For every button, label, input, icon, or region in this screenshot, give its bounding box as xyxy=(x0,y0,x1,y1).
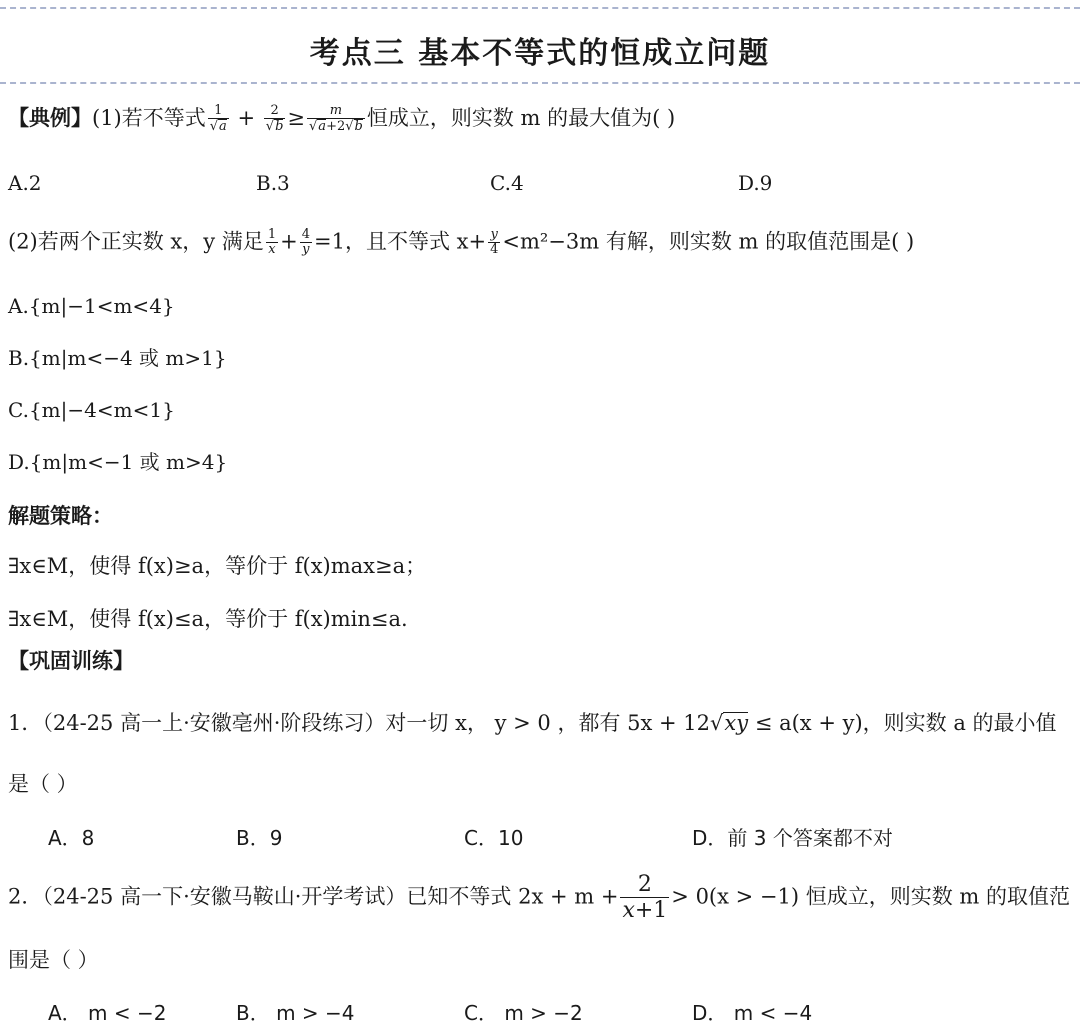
example-q2-mid: =1，且不等式 x+ xyxy=(313,229,487,254)
example-label: 【典例】 xyxy=(8,104,92,130)
example-q2-tail: <m²−3m 有解，则实数 m 的取值范围是( ) xyxy=(502,229,915,254)
p1-option-c: C．10 xyxy=(464,826,524,850)
p2-option-a: A． m < −2 xyxy=(48,1001,167,1025)
p2-option-d: D． m < −4 xyxy=(692,1001,813,1025)
fraction-1-over-x: $\frac{1}{x}$ xyxy=(267,227,277,258)
q1-option-d: D.9 xyxy=(738,171,773,195)
strategy-heading: 解题策略： xyxy=(8,503,113,528)
fraction-1-over-sqrt-a: $\frac{1}{√a}$ xyxy=(209,103,227,135)
practice-q2-tail: > 0(x > −1) 恒成立，则实数 m 的取值范 xyxy=(671,884,1070,909)
q1-option-a: A.2 xyxy=(8,171,42,195)
example-q2: (2)若两个正实数 x，y 满足 $\frac{1}{x}$ + $\frac{4}{y}$ =1，且不等式 x+ $\frac{y}{4}$ <m²−3m 有解，则实数 m 的取值范围是( ) xyxy=(8,227,915,258)
practice-q2 xyxy=(8,872,1070,924)
page-title: 考点三 基本不等式的恒成立问题 xyxy=(309,36,771,71)
practice-q2-lead: 2．（24-25 高一下·安徽马鞍山·开学考试）已知不等式 2x + m + xyxy=(8,884,619,909)
fraction-2-over-x-plus-1: $\frac{2}{x+1}$ xyxy=(622,872,668,924)
practice-q2-continued: 围是（ ） xyxy=(8,948,99,972)
q2-option-c: C.{m|−4<m<1} xyxy=(8,398,175,422)
strategy-line-1: ∃x∈M，使得 f(x)≥a，等价于 f(x)max≥a； xyxy=(8,554,427,578)
p1-option-a: A．8 xyxy=(48,826,95,850)
practice-q1: 1．（24-25 高一上·安徽亳州·阶段练习）对一切 x， y > 0 ，都有 5x + 12√xy ≤ a(x + y)，则实数 a 的最小值 xyxy=(8,711,1057,735)
example-q1-tail: 恒成立，则实数 m 的最大值为( ) xyxy=(366,105,676,130)
sqrt-xy: xy xyxy=(724,711,749,735)
p1-option-b: B．9 xyxy=(236,826,283,850)
fraction-4-over-y: $\frac{4}{y}$ xyxy=(301,227,310,258)
q2-option-b: B.{m|m<−4 或 m>1} xyxy=(8,346,227,370)
p2-option-c: C． m > −2 xyxy=(464,1001,583,1025)
p2-option-b: B． m > −4 xyxy=(236,1001,355,1025)
p1-option-d: D．前 3 个答案都不对 xyxy=(692,826,893,850)
example-q2-lead: (2)若两个正实数 x，y 满足 xyxy=(8,229,264,254)
strategy-line-2: ∃x∈M，使得 f(x)≤a，等价于 f(x)min≤a. xyxy=(8,607,408,631)
q1-option-b: B.3 xyxy=(256,171,290,195)
example-q1-lead: (1)若不等式 xyxy=(92,105,206,130)
q2-option-a: A.{m|−1<m<4} xyxy=(8,294,175,318)
fraction-2-over-sqrt-b: $\frac{2}{√b}$ xyxy=(265,103,284,135)
practice-heading: 【巩固训练】 xyxy=(8,648,134,673)
practice-q1-continued: 是（ ） xyxy=(8,772,78,796)
practice-q1-tail: ≤ a(x + y)，则实数 a 的最小值 xyxy=(754,711,1057,735)
fraction-m-over-sum: $\frac{m}{√a+2√b}$ xyxy=(309,103,363,135)
top-dashed-divider xyxy=(0,7,1080,9)
fraction-y-over-4: $\frac{y}{4}$ xyxy=(490,227,499,258)
q1-option-c: C.4 xyxy=(490,171,524,195)
example-q1: 【典例】(1)若不等式 $\frac{1}{√a}$ + $\frac{2}{√b}$ ≥ $\frac{m}{√a+2√b}$ 恒成立，则实数 m 的最大值为( ) xyxy=(8,103,676,135)
q2-option-d: D.{m|m<−1 或 m>4} xyxy=(8,450,228,474)
practice-q1-lead: 1．（24-25 高一上·安徽亳州·阶段练习）对一切 x， y > 0 ，都有 5x + 12 xyxy=(8,711,711,735)
title-dashed-divider xyxy=(0,82,1080,84)
